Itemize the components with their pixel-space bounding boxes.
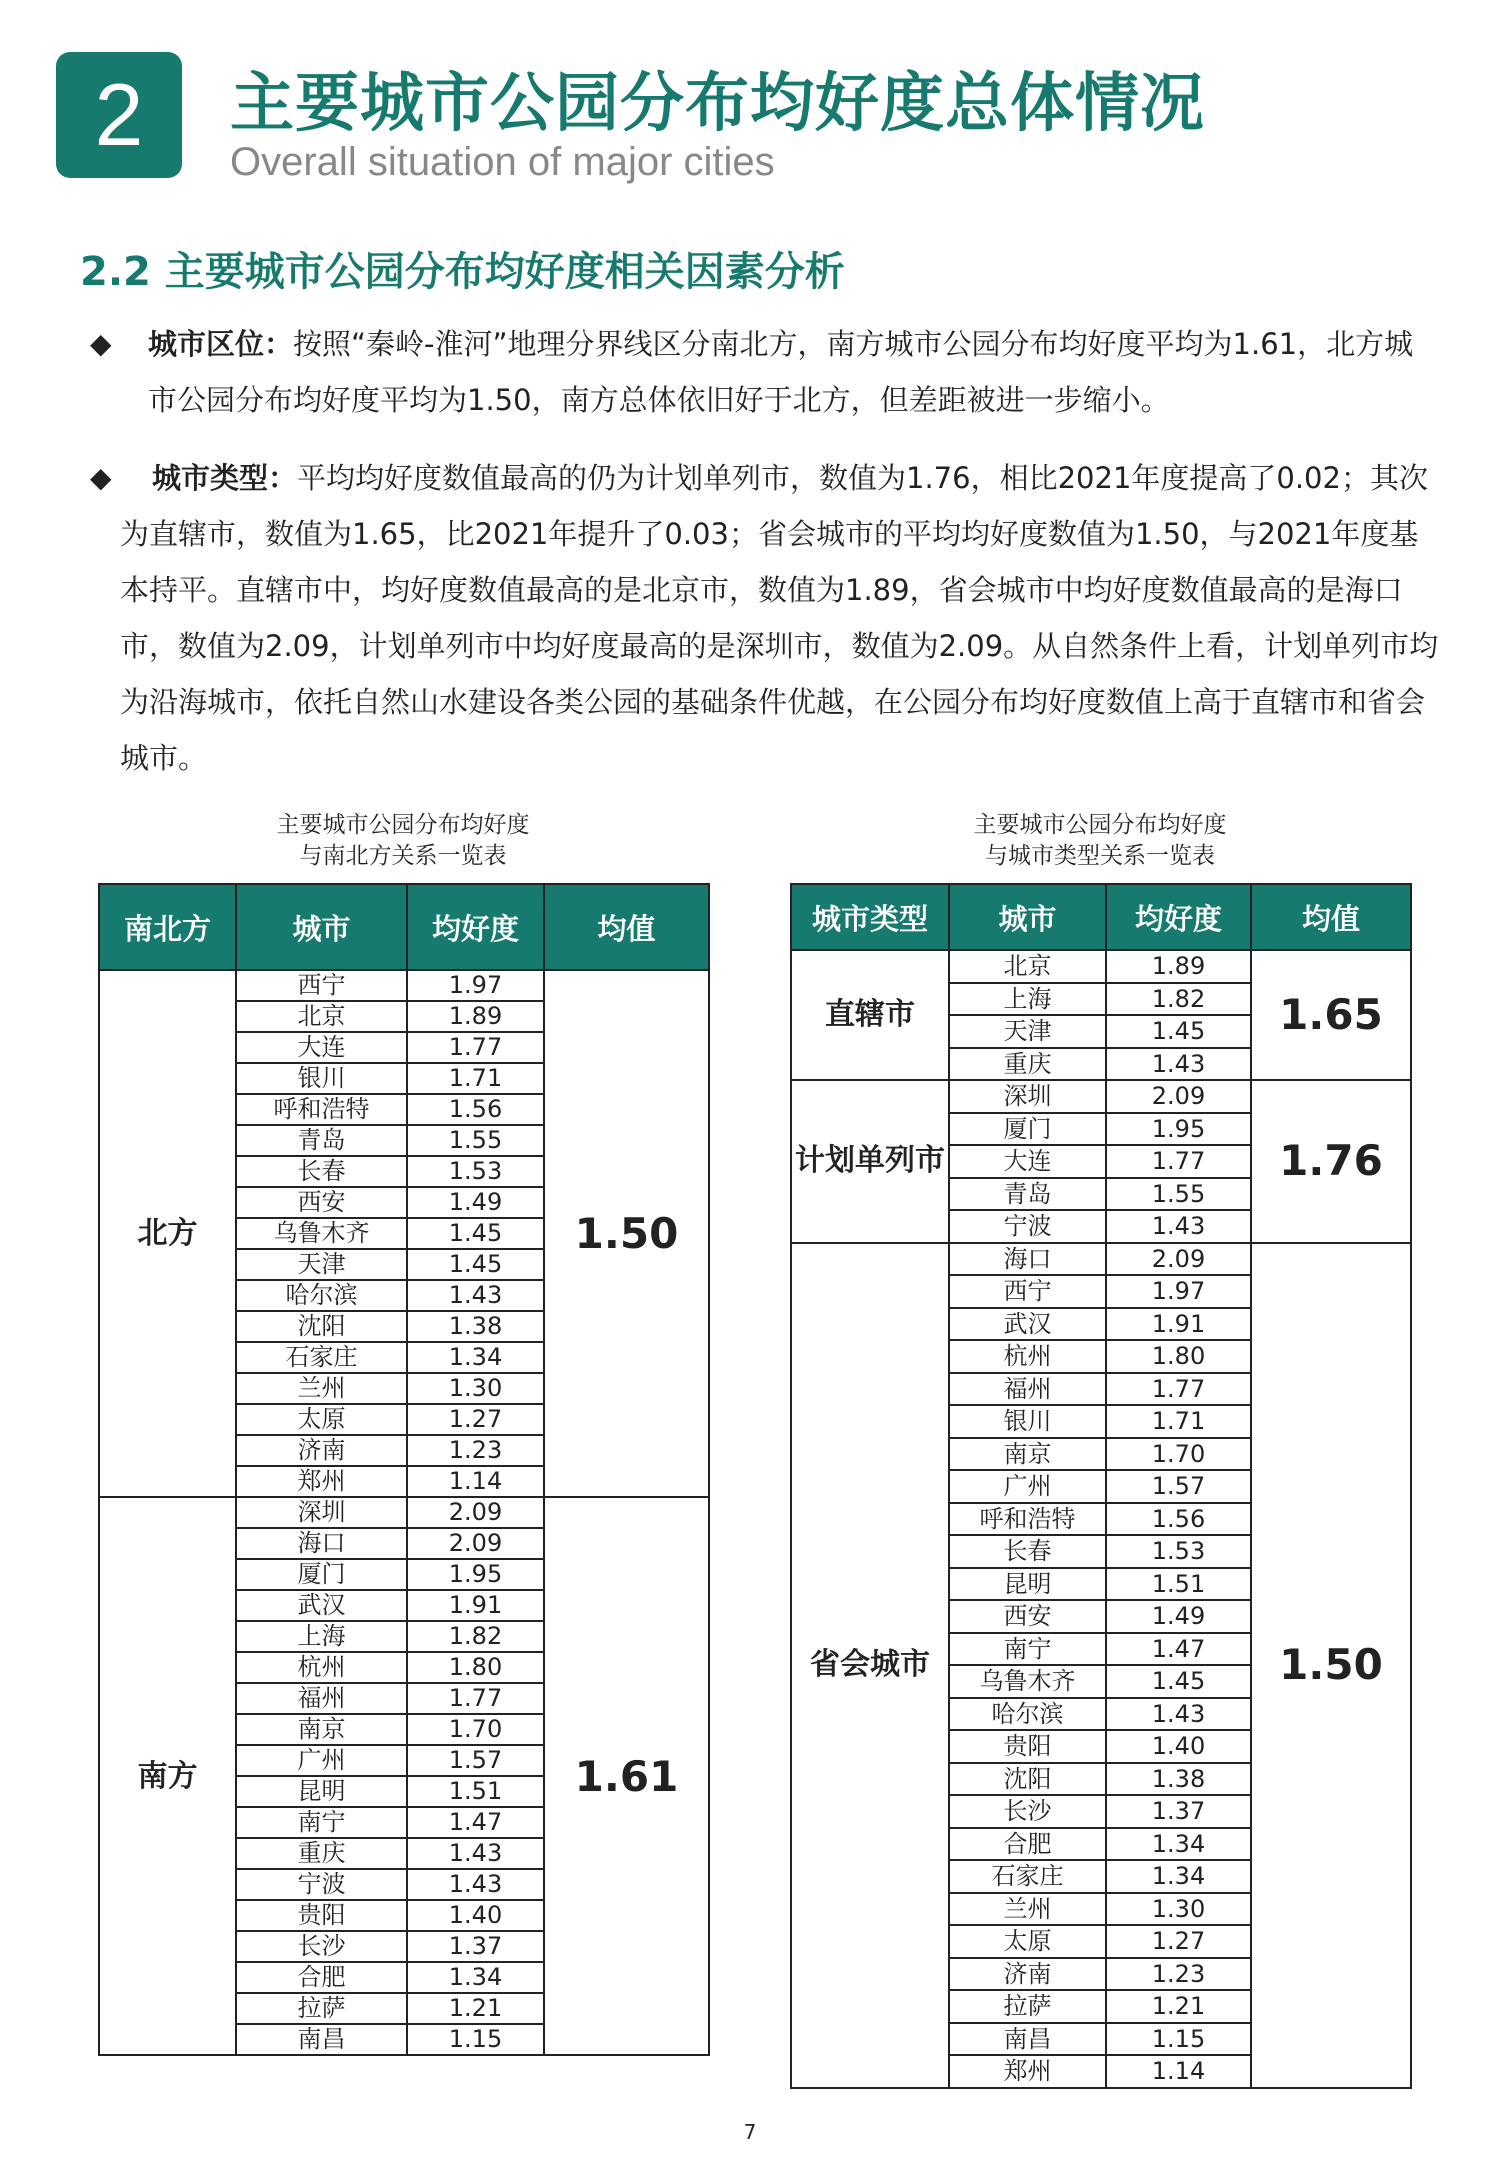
table1-caption-line2: 与南北方关系一览表 (299, 843, 507, 869)
score-cell: 1.77 (407, 1683, 544, 1714)
score-cell: 1.80 (1106, 1340, 1251, 1373)
city-cell: 沈阳 (236, 1311, 407, 1342)
score-cell: 1.23 (1106, 1958, 1251, 1991)
city-cell: 长春 (236, 1156, 407, 1187)
score-cell: 1.71 (1106, 1405, 1251, 1438)
city-cell: 贵阳 (236, 1900, 407, 1931)
paragraph-lead: 城市类型： (152, 461, 298, 495)
city-cell: 杭州 (949, 1340, 1106, 1373)
score-cell: 1.49 (1106, 1600, 1251, 1633)
score-cell: 1.43 (1106, 1698, 1251, 1731)
city-cell: 武汉 (949, 1308, 1106, 1341)
city-cell: 哈尔滨 (236, 1280, 407, 1311)
score-cell: 1.34 (1106, 1860, 1251, 1893)
paragraph-city-location (90, 316, 1438, 428)
table1-caption (98, 810, 708, 872)
city-cell: 西宁 (949, 1275, 1106, 1308)
score-cell: 1.43 (407, 1838, 544, 1869)
paragraph-city-type (90, 450, 1440, 786)
score-cell: 1.56 (407, 1094, 544, 1125)
city-cell: 长沙 (236, 1931, 407, 1962)
table1-caption-line1: 主要城市公园分布均好度 (276, 812, 530, 838)
score-cell: 1.27 (1106, 1925, 1251, 1958)
score-cell: 1.95 (1106, 1113, 1251, 1146)
score-cell: 1.82 (1106, 983, 1251, 1016)
score-cell: 1.21 (1106, 1990, 1251, 2023)
city-cell: 重庆 (949, 1048, 1106, 1081)
city-cell: 南京 (236, 1714, 407, 1745)
city-cell: 银川 (236, 1063, 407, 1094)
score-cell: 1.77 (1106, 1373, 1251, 1406)
city-cell: 郑州 (949, 2055, 1106, 2088)
score-cell: 1.43 (1106, 1048, 1251, 1081)
group-average-cell: 1.61 (544, 1497, 709, 2055)
section-title: 2.2 主要城市公园分布均好度相关因素分析 (80, 249, 845, 295)
score-cell: 1.34 (407, 1342, 544, 1373)
city-cell: 拉萨 (236, 1993, 407, 2024)
city-cell: 济南 (236, 1435, 407, 1466)
score-cell: 1.89 (1106, 950, 1251, 983)
column-header: 均值 (544, 884, 709, 970)
score-cell: 1.53 (407, 1156, 544, 1187)
score-cell: 1.70 (1106, 1438, 1251, 1471)
score-cell: 1.97 (407, 970, 544, 1001)
score-cell: 2.09 (1106, 1243, 1251, 1276)
city-cell: 厦门 (236, 1559, 407, 1590)
score-cell: 1.34 (1106, 1828, 1251, 1861)
city-cell: 北京 (236, 1001, 407, 1032)
city-cell: 北京 (949, 950, 1106, 983)
table2-caption-line2: 与城市类型关系一览表 (985, 843, 1215, 869)
table-row (791, 1243, 1411, 1276)
table-row (791, 1080, 1411, 1113)
score-cell: 1.38 (1106, 1763, 1251, 1796)
group-average-cell: 1.50 (1251, 1243, 1411, 2088)
city-cell: 兰州 (949, 1893, 1106, 1926)
group-average-cell: 1.76 (1251, 1080, 1411, 1243)
score-cell: 1.14 (407, 1466, 544, 1497)
score-cell: 1.55 (407, 1125, 544, 1156)
city-cell: 天津 (949, 1015, 1106, 1048)
score-cell: 1.80 (407, 1652, 544, 1683)
city-cell: 大连 (949, 1145, 1106, 1178)
column-header: 城市 (236, 884, 407, 970)
city-cell: 昆明 (949, 1568, 1106, 1601)
city-cell: 长春 (949, 1535, 1106, 1568)
table-row (99, 970, 709, 1001)
diamond-bullet-icon: ◆ (90, 461, 112, 494)
city-cell: 合肥 (236, 1962, 407, 1993)
group-label-cell: 北方 (99, 970, 236, 1497)
city-cell: 福州 (949, 1373, 1106, 1406)
score-cell: 1.70 (407, 1714, 544, 1745)
city-cell: 郑州 (236, 1466, 407, 1497)
paragraph-lead: 城市区位： (148, 327, 294, 361)
score-cell: 1.97 (1106, 1275, 1251, 1308)
score-cell: 1.89 (407, 1001, 544, 1032)
score-cell: 1.40 (1106, 1730, 1251, 1763)
city-cell: 济南 (949, 1958, 1106, 1991)
score-cell: 1.56 (1106, 1503, 1251, 1536)
score-cell: 2.09 (407, 1528, 544, 1559)
score-cell: 1.45 (407, 1249, 544, 1280)
score-cell: 1.27 (407, 1404, 544, 1435)
city-cell: 重庆 (236, 1838, 407, 1869)
section-number-badge: 2 (56, 52, 182, 178)
column-header: 城市 (949, 884, 1106, 950)
score-cell: 1.91 (1106, 1308, 1251, 1341)
column-header: 均好度 (407, 884, 544, 970)
page-subtitle-english: Overall situation of major cities (230, 140, 775, 184)
city-cell: 上海 (236, 1621, 407, 1652)
city-cell: 太原 (949, 1925, 1106, 1958)
group-label-cell: 直辖市 (791, 950, 949, 1080)
score-cell: 1.43 (1106, 1210, 1251, 1243)
paragraph-text: 按照“秦岭-淮河”地理分界线区分南北方，南方城市公园分布均好度平均为1.61，北方城市公园分布均好度平均为1.50，南方总体依旧好于北方，但差距被进一步缩小。 (148, 327, 1414, 417)
city-cell: 深圳 (949, 1080, 1106, 1113)
group-label-cell: 计划单列市 (791, 1080, 949, 1243)
city-cell: 西安 (949, 1600, 1106, 1633)
score-cell: 1.47 (407, 1807, 544, 1838)
paragraph-text: 平均均好度数值最高的仍为计划单列市，数值为1.76，相比2021年度提高了0.02；其次为直辖市，数值为1.65，比2021年提升了0.03；省会城市的平均均好度数值为1.50，与2021年度基本持平。直辖市中，均好度数值最高的是北京市，数值为1.89，省会城市中均好度数值最高的是海口市，数值为2.09，计划单列市中均好度最高的是深圳市，数值为2.09。从自然条件上看，计划单列市均为沿海城市，依托自然山水建设各类公园的基础条件优越，在公园分布均好度数值上高于直辖市和省会城市。 (120, 461, 1439, 775)
city-cell: 海口 (949, 1243, 1106, 1276)
city-cell: 西安 (236, 1187, 407, 1218)
city-cell: 乌鲁木齐 (949, 1665, 1106, 1698)
city-cell: 上海 (949, 983, 1106, 1016)
table-header-row (791, 884, 1411, 950)
table2-caption-line1: 主要城市公园分布均好度 (973, 812, 1227, 838)
score-cell: 1.82 (407, 1621, 544, 1652)
score-cell: 1.34 (407, 1962, 544, 1993)
diamond-bullet-icon: ◆ (90, 327, 112, 360)
score-cell: 1.57 (407, 1745, 544, 1776)
score-cell: 1.91 (407, 1590, 544, 1621)
column-header: 均值 (1251, 884, 1411, 950)
score-cell: 1.77 (1106, 1145, 1251, 1178)
score-cell: 1.49 (407, 1187, 544, 1218)
score-cell: 1.77 (407, 1032, 544, 1063)
city-cell: 厦门 (949, 1113, 1106, 1146)
score-cell: 1.37 (1106, 1795, 1251, 1828)
city-cell: 长沙 (949, 1795, 1106, 1828)
table2-caption (790, 810, 1410, 872)
table-city-type (790, 883, 1412, 2089)
score-cell: 1.45 (407, 1218, 544, 1249)
city-cell: 南京 (949, 1438, 1106, 1471)
city-cell: 石家庄 (949, 1860, 1106, 1893)
city-cell: 广州 (236, 1745, 407, 1776)
column-header: 城市类型 (791, 884, 949, 950)
score-cell: 1.30 (1106, 1893, 1251, 1926)
city-cell: 福州 (236, 1683, 407, 1714)
city-cell: 拉萨 (949, 1990, 1106, 2023)
city-cell: 武汉 (236, 1590, 407, 1621)
score-cell: 1.40 (407, 1900, 544, 1931)
city-cell: 杭州 (236, 1652, 407, 1683)
city-cell: 西宁 (236, 970, 407, 1001)
city-cell: 天津 (236, 1249, 407, 1280)
score-cell: 1.43 (407, 1869, 544, 1900)
score-cell: 1.95 (407, 1559, 544, 1590)
city-cell: 广州 (949, 1470, 1106, 1503)
city-cell: 贵阳 (949, 1730, 1106, 1763)
city-cell: 乌鲁木齐 (236, 1218, 407, 1249)
score-cell: 1.51 (407, 1776, 544, 1807)
city-cell: 深圳 (236, 1497, 407, 1528)
city-cell: 南宁 (236, 1807, 407, 1838)
score-cell: 1.14 (1106, 2055, 1251, 2088)
score-cell: 1.71 (407, 1063, 544, 1094)
score-cell: 1.38 (407, 1311, 544, 1342)
city-cell: 青岛 (949, 1178, 1106, 1211)
city-cell: 合肥 (949, 1828, 1106, 1861)
city-cell: 宁波 (949, 1210, 1106, 1243)
table-header-row (99, 884, 709, 970)
page-title: 主要城市公园分布均好度总体情况 (230, 67, 1205, 141)
score-cell: 1.53 (1106, 1535, 1251, 1568)
score-cell: 2.09 (1106, 1080, 1251, 1113)
table-row (99, 1497, 709, 1528)
city-cell: 呼和浩特 (236, 1094, 407, 1125)
city-cell: 太原 (236, 1404, 407, 1435)
group-average-cell: 1.50 (544, 970, 709, 1497)
score-cell: 1.15 (1106, 2023, 1251, 2056)
city-cell: 石家庄 (236, 1342, 407, 1373)
city-cell: 兰州 (236, 1373, 407, 1404)
score-cell: 2.09 (407, 1497, 544, 1528)
city-cell: 大连 (236, 1032, 407, 1063)
score-cell: 1.21 (407, 1993, 544, 2024)
score-cell: 1.37 (407, 1931, 544, 1962)
score-cell: 1.30 (407, 1373, 544, 1404)
group-average-cell: 1.65 (1251, 950, 1411, 1080)
city-cell: 沈阳 (949, 1763, 1106, 1796)
score-cell: 1.55 (1106, 1178, 1251, 1211)
score-cell: 1.43 (407, 1280, 544, 1311)
score-cell: 1.57 (1106, 1470, 1251, 1503)
city-cell: 昆明 (236, 1776, 407, 1807)
table-north-south (98, 883, 710, 2056)
column-header: 南北方 (99, 884, 236, 970)
city-cell: 呼和浩特 (949, 1503, 1106, 1536)
group-label-cell: 省会城市 (791, 1243, 949, 2088)
table-row (791, 950, 1411, 983)
city-cell: 青岛 (236, 1125, 407, 1156)
column-header: 均好度 (1106, 884, 1251, 950)
city-cell: 南昌 (236, 2024, 407, 2055)
city-cell: 南宁 (949, 1633, 1106, 1666)
score-cell: 1.47 (1106, 1633, 1251, 1666)
score-cell: 1.15 (407, 2024, 544, 2055)
city-cell: 银川 (949, 1405, 1106, 1438)
score-cell: 1.45 (1106, 1015, 1251, 1048)
score-cell: 1.23 (407, 1435, 544, 1466)
city-cell: 海口 (236, 1528, 407, 1559)
page-number: 7 (743, 2120, 757, 2144)
group-label-cell: 南方 (99, 1497, 236, 2055)
score-cell: 1.51 (1106, 1568, 1251, 1601)
city-cell: 宁波 (236, 1869, 407, 1900)
score-cell: 1.45 (1106, 1665, 1251, 1698)
city-cell: 哈尔滨 (949, 1698, 1106, 1731)
city-cell: 南昌 (949, 2023, 1106, 2056)
